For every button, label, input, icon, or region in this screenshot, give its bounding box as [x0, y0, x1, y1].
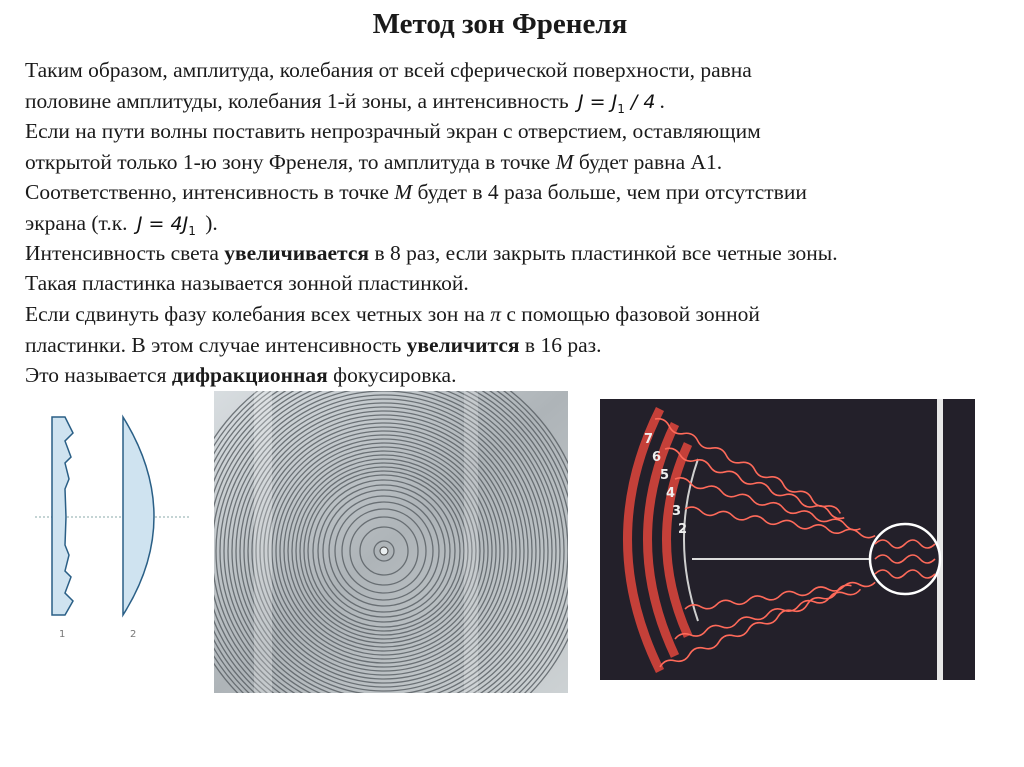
slide-title: Метод зон Френеля	[372, 8, 628, 40]
fresnel-lens-diagram	[25, 405, 195, 645]
paragraph-2: Если на пути волны поставить непрозрачный экран с отверстием, оставляющим открытой только 1-ю зону Френеля, то амплитуда в точке M будет равна A1.	[25, 119, 761, 174]
lens-label-1: 1	[59, 629, 66, 640]
zone-number-2: 2	[678, 522, 688, 537]
lens-label-2: 2	[130, 629, 137, 640]
paragraph-7: Это называется дифракционная фокусировка.	[25, 363, 457, 387]
zone-number-3: 3	[672, 504, 682, 519]
text-line: половине амплитуды, колебания 1-й зоны, а интенсивность	[25, 88, 569, 113]
paragraph-3: Соответственно, интенсивность в точке M будет в 4 раза больше, чем при отсутствии экрана (т.к. $J = 4J_1$ ).	[25, 177, 1010, 246]
zone-plate-photo	[214, 391, 568, 693]
paragraph-4: Интенсивность света увеличивается в 8 раз, если закрыть пластинкой все четные зоны.	[25, 241, 838, 265]
zone-number-6: 6	[652, 450, 662, 465]
zone-number-4: 4	[666, 486, 676, 501]
formula-intensity-quarter: $J = J_1 / 4$	[578, 90, 656, 116]
diffraction-focusing-diagram	[600, 399, 975, 680]
formula-intensity-four: $J = 4J_1$	[136, 212, 196, 238]
paragraph-6: Если сдвинуть фазу колебания всех четных зон на π с помощью фазовой зонной пластинки. В этом случае интенсивность увеличится в 16 раз.	[25, 302, 760, 357]
text-line: Если на пути волны поставить непрозрачный экран с отверстием, оставляющим	[25, 119, 761, 143]
zone-number-5: 5	[660, 468, 670, 483]
paragraph-5: Такая пластинка называется зонной пластинкой.	[25, 271, 469, 295]
paragraph-1: Таким образом, амплитуда, колебания от всей сферической поверхности, равна половине амплитуды, колебания 1-й зоны, а интенсивность $J = J_1 / 4$ .	[25, 55, 1010, 124]
zone-number-7: 7	[644, 432, 654, 447]
text-line: Таким образом, амплитуда, колебания от всей сферической поверхности, равна	[25, 58, 752, 82]
